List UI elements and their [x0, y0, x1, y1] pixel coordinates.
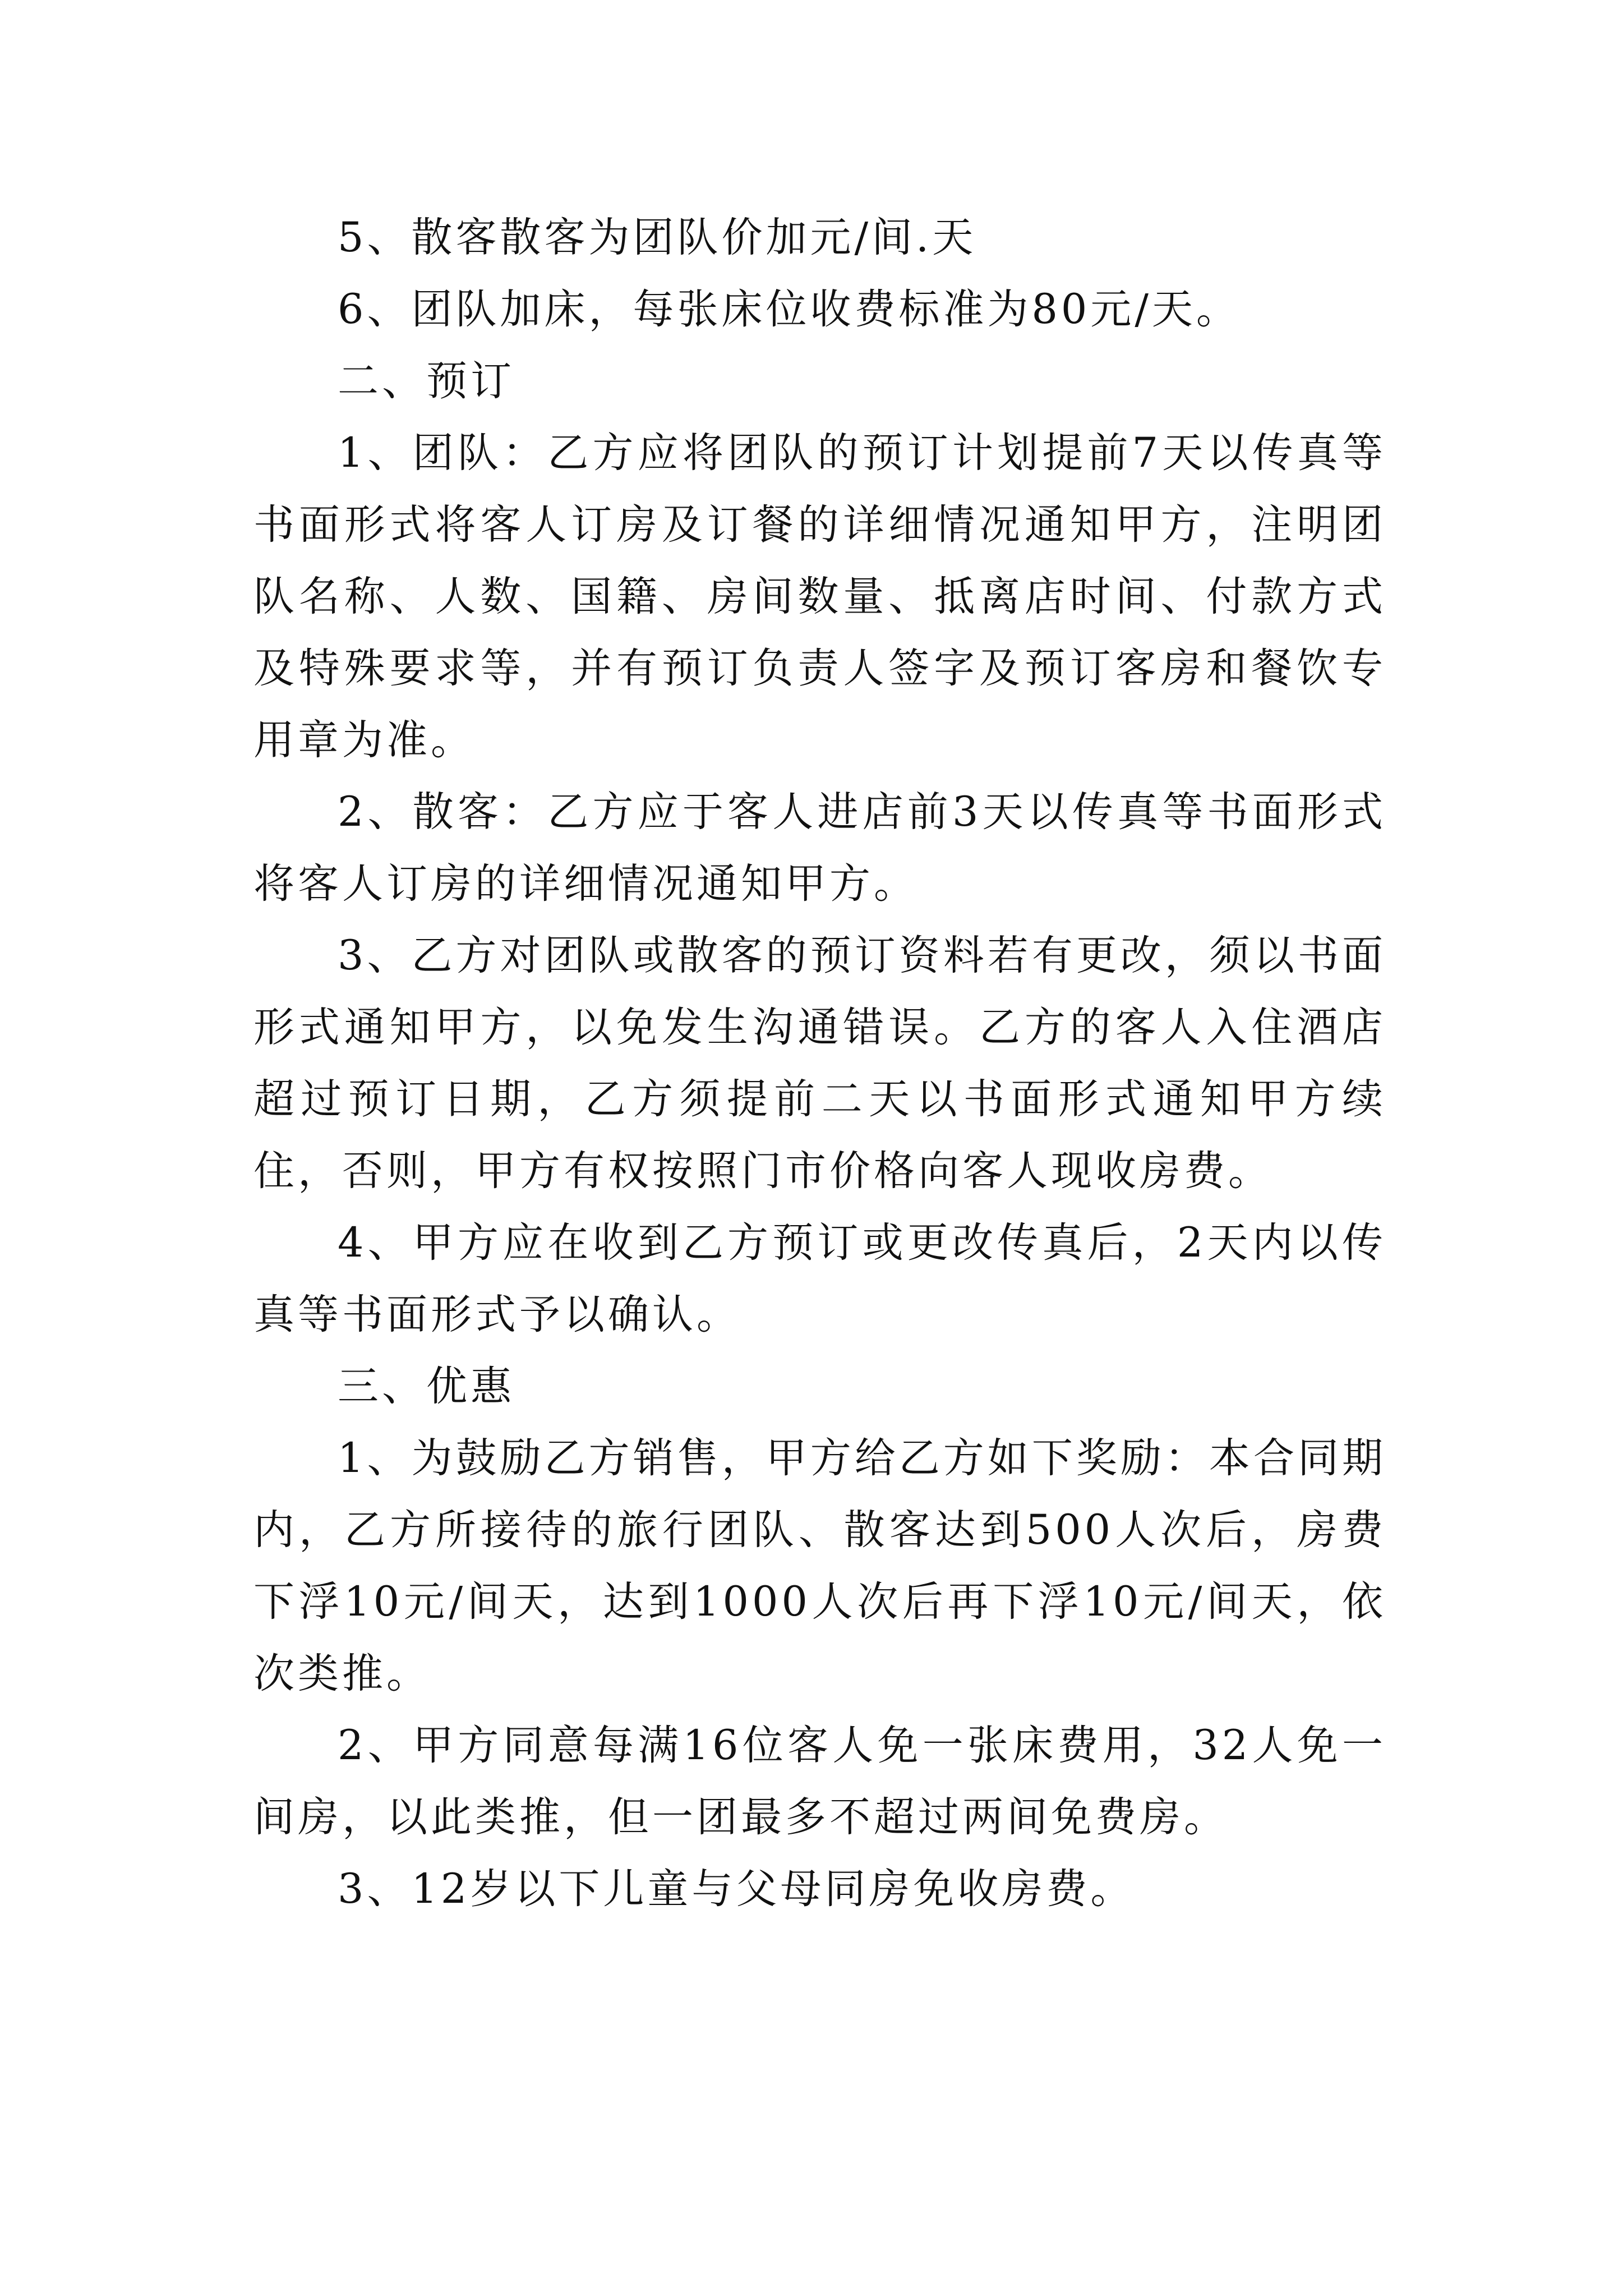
paragraph-discount-sales-reward: 1、为鼓励乙方销售，甲方给乙方如下奖励：本合同期内，乙方所接待的旅行团队、散客达到500人次后，房费下浮10元/间天，达到1000人次后再下浮10元/间天，依次类推。 [253, 1434, 1386, 1697]
section-heading-reservation: 二、预订 [338, 357, 515, 405]
document-body [253, 202, 1386, 1925]
paragraph-6-extra-bed: 6、团队加床，每张床位收费标准为80元/天。 [338, 286, 1241, 333]
paragraph-reservation-changes: 3、乙方对团队或散客的预订资料若有更改，须以书面形式通知甲方，以免发生沟通错误。乙方的客人入住酒店超过预订日期，乙方须提前二天以书面形式通知甲方续住，否则，甲方有权按照门市价格向客人现收房费。 [253, 932, 1386, 1195]
paragraph-5-walk-in-rate: 5、散客散客为团队价加元/间.天 [338, 214, 977, 261]
paragraph-reservation-walk-in: 2、散客：乙方应于客人进店前3天以传真等书面形式将客人订房的详细情况通知甲方。 [253, 788, 1386, 908]
paragraph-reservation-confirmation: 4、甲方应在收到乙方预订或更改传真后，2天内以传真等书面形式予以确认。 [253, 1219, 1386, 1338]
section-heading-discounts: 三、优惠 [338, 1363, 515, 1410]
paragraph-discount-children: 3、12岁以下儿童与父母同房免收房费。 [338, 1865, 1135, 1913]
paragraph-reservation-group: 1、团队：乙方应将团队的预订计划提前7天以传真等书面形式将客人订房及订餐的详细情况通知甲方，注明团队名称、人数、国籍、房间数量、抵离店时间、付款方式及特殊要求等，并有预订负责人签字及预订客房和餐饮专用章为准。 [253, 429, 1386, 764]
paragraph-discount-free-bed: 2、甲方同意每满16位客人免一张床费用，32人免一间房，以此类推，但一团最多不超过两间免费房。 [253, 1722, 1386, 1841]
